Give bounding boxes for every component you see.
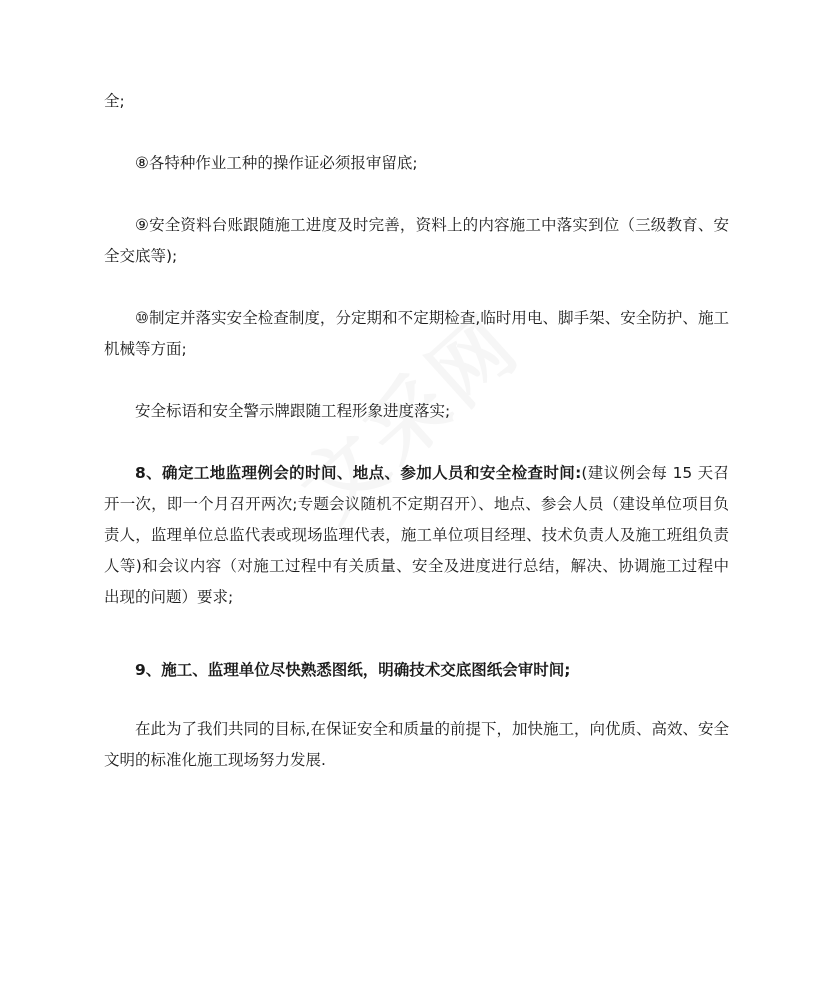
paragraph-continuation: 全; [104,92,125,110]
paragraph-item-8: ⑧各特种作业工种的操作证必须报审留底; [135,154,418,172]
section-8-body: (建议例会每 15 天召开一次，即一个月召开两次;专题会议随机不定期召开）、地点、参会人员（建设单位项目负责人，监理单位总监代表或现场监理代表，施工单位项目经理、技术负责人及施工班组负责人等)和会议内容（对施工过程中有关质量、安全及进度进行总结，解决、协调施工过程中出现的问题）要求; [104,464,729,606]
paragraph-section-8 [104,458,729,613]
section-8-heading: 8、确定工地监理例会的时间、地点、参加人员和安全检查时间: [135,464,582,482]
paragraph-safety-slogans: 安全标语和安全警示牌跟随工程形象进度落实; [135,402,451,420]
paragraph-section-9: 9、施工、监理单位尽快熟悉图纸，明确技术交底图纸会审时间; [135,661,571,679]
paragraph-closing: 在此为了我们共同的目标,在保证安全和质量的前提下，加快施工，向优质、高效、安全文明的标准化施工现场努力发展. [104,720,729,769]
paragraph-item-9: ⑨安全资料台账跟随施工进度及时完善，资料上的内容施工中落实到位（三级教育、安全交底等); [104,216,729,265]
paragraph-item-10: ⑩制定并落实安全检查制度，分定期和不定期检查,临时用电、脚手架、安全防护、施工机械等方面; [104,309,729,358]
